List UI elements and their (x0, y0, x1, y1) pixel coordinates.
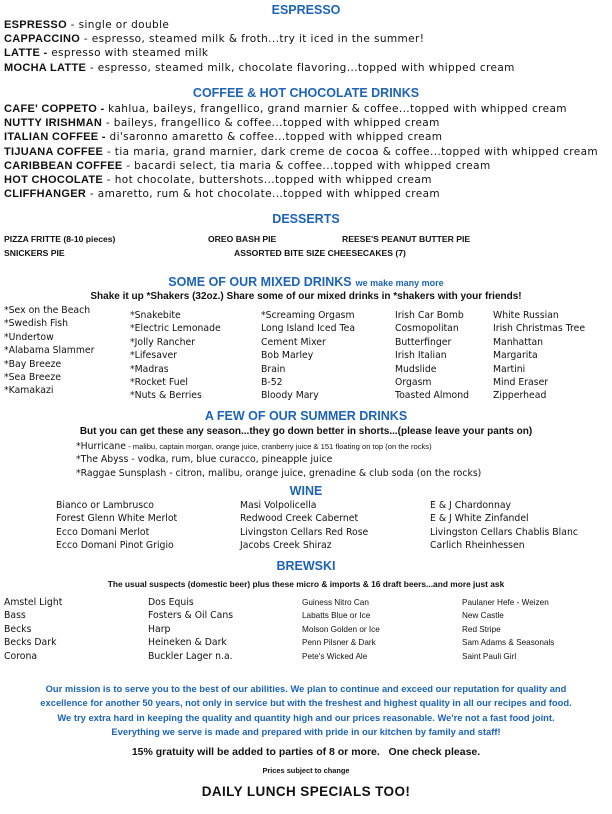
item-desc: - citron, malibu, orange juice, grenadine & club soda (on the rocks) (166, 467, 482, 479)
dessert-cheesecakes: ASSORTED BITE SIZE CHEESECAKES (7) (234, 248, 406, 258)
item-desc: - baileys, frangellico & coffee...topped with whipped cream (102, 117, 440, 130)
item-desc: - amaretto, rum & hot chocolate...topped with whipped cream (86, 188, 441, 201)
list-item: *Madras (130, 363, 169, 375)
mixed-col-3 (261, 309, 355, 403)
list-item: *Swedish Fish (4, 318, 69, 330)
mission-line: We try extra hard in keeping the quality and quantity high and our prices reasonable. We're not a fast food joint. (57, 711, 555, 723)
menu-item (4, 130, 598, 144)
list-item: *Screaming Orgasm (261, 310, 355, 321)
item-name: CAPPACCINO (4, 33, 81, 46)
wine-col-3 (430, 499, 578, 553)
list-item (76, 467, 481, 480)
list-item: *Alabama Slammer (4, 345, 95, 357)
coffee-heading: COFFEE & HOT CHOCOLATE DRINKS (192, 86, 420, 100)
list-item: Becks (4, 623, 32, 635)
list-item: Cosmopolitan (395, 323, 459, 335)
item-name: *Hurricane (76, 441, 127, 452)
list-item: Carlich Rheinhessen (430, 540, 525, 552)
item-desc: - vodka, rum, blue curacco, pineapple juice (128, 454, 333, 466)
item-name: TIJUANA COFFEE (4, 145, 104, 158)
list-item: Red Stripe (462, 624, 501, 634)
menu-item (4, 173, 598, 187)
beer-col-2 (148, 596, 233, 663)
menu-item (4, 187, 598, 201)
beer-col-1 (4, 596, 62, 663)
list-item: *Rocket Fuel (130, 376, 188, 388)
mixed-drinks-heading-row (0, 273, 612, 291)
item-name: ITALIAN COFFEE - (4, 131, 106, 144)
list-item: *Nuts & Berries (130, 390, 202, 402)
list-item: Bass (4, 610, 26, 622)
wine-col-2 (240, 499, 368, 553)
item-name: *The Abyss (76, 454, 129, 466)
list-item: Orgasm (395, 376, 432, 388)
list-item: B-52 (261, 376, 283, 388)
wine-heading: WINE (289, 484, 323, 498)
list-item: *Electric Lemonade (130, 323, 221, 335)
dessert-pizza-fritte: PIZZA FRITTE (8-10 pieces) (4, 234, 116, 244)
list-item: *Sea Breeze (4, 371, 61, 383)
list-item: Cement Mixer (261, 336, 326, 348)
menu-item (4, 32, 515, 46)
list-item: New Castle (462, 611, 504, 621)
list-item: Amstel Light (4, 597, 63, 608)
list-item: *Lifesaver (130, 350, 177, 362)
mixed-col-2 (130, 309, 221, 403)
list-item: Butterfinger (395, 336, 452, 348)
list-item: *Snakebite (130, 310, 181, 321)
list-item: E & J Chardonnay (430, 500, 512, 511)
list-item: Margarita (493, 350, 538, 362)
mission-line: Everything we serve is made and prepared with pride in our kitchen by family and staff! (111, 725, 501, 737)
item-desc: - espresso, steamed milk & froth...try it iced in the summer! (80, 33, 425, 46)
brewski-heading: BREWSKI (276, 559, 336, 573)
menu-item (4, 102, 598, 116)
list-item: Mind Eraser (493, 376, 549, 388)
list-item: Ecco Domani Pinot Grigio (56, 540, 174, 552)
item-desc: - malibu, captain morgan, orange juice, cranberry juice & 151 floating on top (on the rocks) (126, 442, 432, 451)
list-item: Irish Christmas Tree (493, 323, 586, 335)
list-item: Irish Italian (395, 350, 447, 362)
list-item: White Russian (493, 310, 559, 321)
item-desc: - tia maria, grand marnier, dark creme de cocoa & coffee...topped with whipped cream (103, 145, 599, 158)
mixed-col-5 (493, 309, 585, 403)
item-name: CAFE' COPPETO - (4, 103, 105, 115)
item-name: CLIFFHANGER (4, 188, 87, 201)
item-name: HOT CHOCOLATE (4, 174, 104, 187)
menu-item (4, 46, 515, 60)
mixed-drinks-note: we make many more (355, 278, 444, 288)
mixed-col-1 (4, 304, 94, 398)
dessert-snickers-pie: SNICKERS PIE (4, 248, 65, 258)
lunch-specials: DAILY LUNCH SPECIALS TOO! (201, 784, 411, 799)
mixed-col-4 (395, 309, 469, 403)
list-item: Toasted Almond (395, 390, 470, 402)
item-name: *Raggae Sunsplash (76, 467, 167, 479)
item-desc: di'saronno amaretto & coffee...topped with whipped cream (105, 131, 443, 144)
dessert-oreo-bash-pie: OREO BASH PIE (208, 234, 277, 244)
list-item: E & J White Zinfandel (430, 513, 529, 525)
item-desc: - bacardi select, tia maria & coffee...topped with whipped cream (122, 159, 491, 172)
list-item: Irish Car Bomb (395, 310, 464, 321)
list-item: Masi Volpolicella (240, 500, 317, 511)
menu-item (4, 116, 598, 130)
item-desc: kahlua, baileys, frangellico, grand marnier & coffee...topped with whipped cream (104, 103, 567, 115)
list-item: Paulaner Hefe - Weizen (462, 598, 549, 607)
list-item: *Bay Breeze (4, 358, 62, 370)
list-item: *Kamakazi (4, 385, 54, 397)
list-item: *Undertow (4, 331, 54, 343)
mission-line: excellence for another 50 years, not only in service but with the freshest and highest quality in all our recipes and food. (40, 697, 572, 709)
list-item: Long Island Iced Tea (261, 323, 356, 335)
summer-heading: A FEW OF OUR SUMMER DRINKS (204, 409, 408, 423)
list-item: Brain (261, 363, 286, 375)
list-item: Penn Pilsner & Dark (302, 638, 376, 648)
mission-statement (8, 682, 604, 739)
menu-item (4, 61, 515, 75)
list-item: Zipperhead (493, 390, 547, 402)
item-desc: - single or double (66, 19, 170, 31)
list-item: Livingston Cellars Chablis Blanc (430, 526, 578, 538)
list-item: Saint Pauli Girl (462, 651, 517, 661)
summer-list (76, 440, 481, 480)
list-item: Martini (493, 363, 526, 375)
list-item: Forest Glenn White Merlot (56, 513, 178, 525)
list-item: Sam Adams & Seasonals (462, 638, 555, 648)
dessert-reeses-pie: REESE'S PEANUT BUTTER PIE (342, 234, 471, 244)
menu-item (4, 159, 598, 173)
list-item: Corona (4, 650, 38, 662)
list-item (76, 453, 481, 466)
mission-line: Our mission is to serve you to the best of our abilities. We plan to continue and exceed our reputation for quality and (45, 683, 567, 694)
brewski-intro: The usual suspects (domestic beer) plus these micro & imports & 16 draft beers...and more just ask (107, 579, 505, 589)
item-name: LATTE - (4, 47, 48, 60)
list-item: Harp (148, 623, 171, 635)
list-item: *Jolly Rancher (130, 336, 196, 348)
list-item: Bianco or Lambrusco (56, 500, 154, 511)
list-item: Livingston Cellars Red Rose (240, 526, 369, 538)
menu-item (4, 18, 515, 32)
list-item: Mudslide (395, 363, 437, 375)
espresso-list (4, 18, 515, 75)
list-item: Bloody Mary (261, 390, 319, 402)
list-item: Guiness Nitro Can (302, 598, 369, 607)
list-item: Redwood Creek Cabernet (240, 513, 359, 525)
item-name: MOCHA LATTE (4, 61, 87, 74)
list-item: Buckler Lager n.a. (148, 650, 233, 662)
list-item: Jacobs Creek Shiraz (240, 540, 332, 552)
list-item: Pete's Wicked Ale (302, 651, 368, 661)
coffee-list (4, 102, 598, 201)
beer-col-3 (302, 596, 380, 663)
list-item: Ecco Domani Merlot (56, 526, 150, 538)
beer-col-4 (462, 596, 554, 663)
list-item: Bob Marley (261, 350, 314, 362)
espresso-heading: ESPRESSO (271, 3, 341, 17)
item-name: ESPRESSO (4, 19, 67, 31)
list-item: Heineken & Dark (148, 637, 227, 649)
wine-col-1 (56, 499, 177, 553)
list-item: Manhattan (493, 336, 544, 348)
item-name: NUTTY IRISHMAN (4, 117, 103, 130)
item-desc: espresso with steamed milk (47, 47, 209, 60)
menu-item (4, 145, 598, 159)
list-item: Becks Dark (4, 637, 57, 649)
prices-note: Prices subject to change (262, 766, 350, 775)
list-item: *Sex on the Beach (4, 305, 91, 316)
item-name: CARIBBEAN COFFEE (4, 159, 123, 172)
list-item: Labatts Blue or Ice (302, 611, 371, 621)
item-desc: - espresso, steamed milk, chocolate flavoring...topped with whipped cream (86, 61, 515, 74)
mixed-drinks-heading: SOME OF OUR MIXED DRINKS (168, 275, 352, 289)
shakers-line: Shake it up *Shakers (32oz.) Share some of our mixed drinks in *shakers with your friends! (90, 291, 522, 302)
summer-intro: But you can get these any season...they go down better in shorts...(please leave your pants on) (79, 426, 533, 437)
item-desc: - hot chocolate, buttershots...topped with whipped cream (103, 174, 432, 187)
desserts-heading: DESSERTS (272, 212, 340, 226)
list-item: Molson Golden or Ice (302, 624, 380, 634)
list-item (76, 440, 481, 453)
list-item: Fosters & Oil Cans (148, 610, 234, 622)
list-item: Dos Equis (148, 597, 194, 608)
gratuity-note: 15% gratuity will be added to parties of 8 or more. One check please. (131, 746, 481, 758)
